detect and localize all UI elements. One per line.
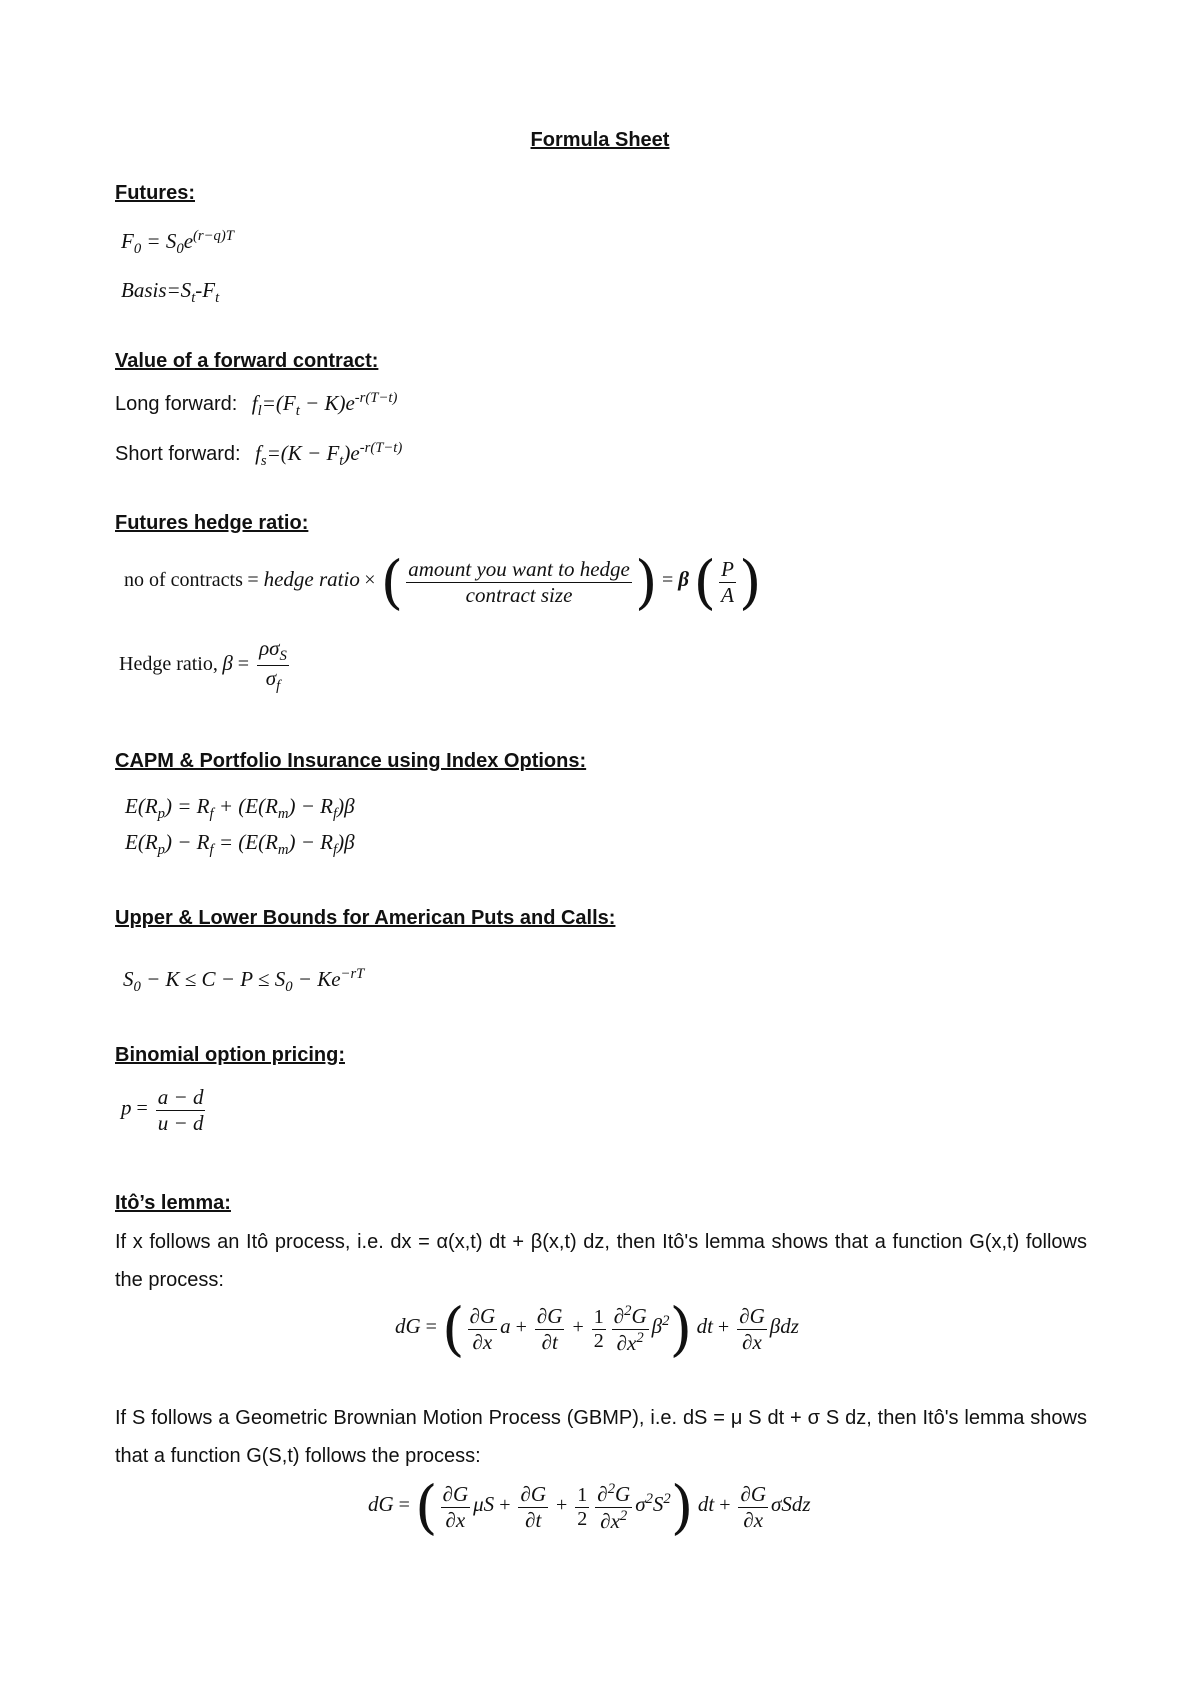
short-forward-formula: $f_s=(K - F_t)e^{-r(T-t)}$ [255, 440, 403, 470]
beta-formula: Hedge ratio, β = $\frac{\rho\sigma_S}{\sigma_f}$ [119, 636, 287, 695]
page-title: Formula Sheet [530, 129, 670, 151]
contracts-formula: no of contracts = hedge ratio × ( $\frac{\text{amount you want to hedge}}{\text{contract size}}$ ) = β ( $\frac{P}{A}$ ) [124, 548, 762, 616]
hedge-ratio-heading: Futures hedge ratio: [115, 512, 309, 534]
ito-paragraph-1: If x follows an Itô process, i.e. dx = α(x,t) dt + β(x,t) dz, then Itô's lemma shows that a function G(x,t) follows the process: [115, 1231, 1087, 1291]
long-forward-label: Long forward: [115, 393, 238, 415]
binomial-heading: Binomial option pricing: [115, 1044, 345, 1066]
ito-formula-2: dG = ( $\frac{\partial G}{\partial x}$ μS + $\frac{\partial G}{\partial t}$ + $\frac{1}{2}$ $\frac{\partial^2G}{\partial x^2}$ $\sigma^2S^2$) dt + $\frac{\partial G}{\partial x}$ σSdz [368, 1473, 811, 1541]
long-forward-row [115, 390, 397, 420]
p-over-a-fraction: $\frac{P}{A}$ [721, 556, 734, 607]
bounds-formula: $S_0 - K \le C - P \le S_0 - Ke^{-rT}$ [123, 966, 365, 996]
futures-price-formula: $F_0 = S_0e^{(r-q)T}$ [121, 228, 234, 258]
forward-value-heading: Value of a forward contract: [115, 350, 379, 372]
short-forward-row [115, 440, 402, 470]
ito-heading: Itô’s lemma: [115, 1192, 231, 1214]
bounds-heading: Upper & Lower Bounds for American Puts and Calls: [115, 907, 616, 929]
ito-paragraph-2: If S follows a Geometric Brownian Motion Process (GBMP), i.e. dS = μ S dt + σ S dz, then Itô's lemma shows that a function G(S,t) follows the process: [115, 1407, 1087, 1467]
capm-formula-1: $E(R_p) = R_f + (E(R_m) - R_f)\beta$ [125, 794, 355, 823]
capm-heading: CAPM & Portfolio Insurance using Index Options: [115, 750, 587, 772]
binomial-formula: p = $\frac{a - d}{u - d}$ [121, 1085, 204, 1135]
contracts-label: no of contracts [124, 569, 243, 592]
beta-label: Hedge ratio, [119, 652, 218, 675]
basis-formula: $Basis=S_t-F_t$ [121, 278, 220, 307]
short-forward-label: Short forward: [115, 443, 241, 465]
capm-formula-2: $E(R_p) - R_f = (E(R_m) - R_f)\beta$ [125, 830, 355, 859]
amount-fraction: $\frac{\text{amount you want to hedge}}{\text{contract size}}$ [408, 556, 630, 607]
ito-formula-1: dG = ( $\frac{\partial G}{\partial x}$ a + $\frac{\partial G}{\partial t}$ + $\frac{1}{2}$ $\frac{\partial^2G}{\partial x^2}$ $\beta^2$) dt + $\frac{\partial G}{\partial x}$ βdz [395, 1295, 799, 1363]
long-forward-formula: $f_l=(F_t - K)e^{-r(T-t)}$ [251, 390, 398, 420]
futures-heading: Futures: [115, 182, 195, 204]
hedge-ratio-text: hedge ratio [263, 567, 360, 592]
